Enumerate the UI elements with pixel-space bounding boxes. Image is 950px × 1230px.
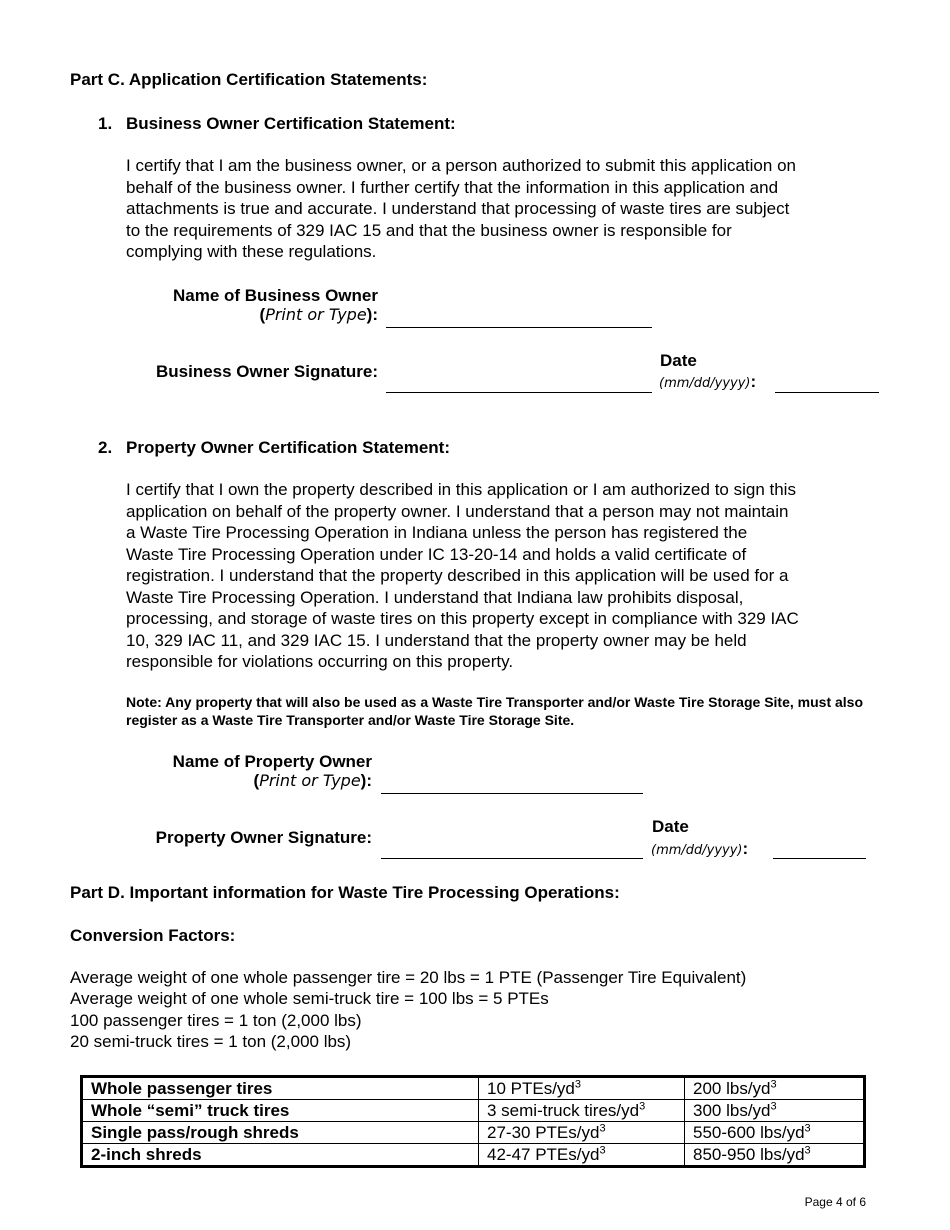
cubic-superscript: 3 [639, 1100, 646, 1113]
tire-type-cell: Whole passenger tires [82, 1077, 479, 1100]
business-owner-signature-label: Business Owner Signature: [156, 362, 378, 381]
weight-cell [685, 1144, 865, 1167]
part-c-title: Part C. Application Certification Statements: [70, 70, 428, 89]
tire-type-cell: Whole “semi” truck tires [82, 1100, 479, 1122]
section-1-number: 1. [98, 114, 113, 133]
tire-type-cell: Single pass/rough shreds [82, 1122, 479, 1144]
print-or-type-hint: Print or Type [259, 771, 361, 790]
volume-count-value: 3 semi-truck tires/yd [487, 1101, 640, 1120]
conversion-table [80, 1075, 866, 1168]
property-owner-signature-label: Property Owner Signature: [155, 828, 372, 847]
business-date-format-label: (mm/dd/yyyy): [659, 372, 757, 391]
weight-cell [685, 1100, 865, 1122]
property-owner-print-type-label: (Print or Type): [253, 771, 372, 790]
volume-count-value: 10 PTEs/yd [487, 1079, 575, 1098]
weight-value: 850-950 lbs/yd [693, 1145, 805, 1164]
table-row [82, 1144, 865, 1167]
business-owner-print-type-label: (Print or Type): [259, 305, 378, 324]
conversion-line: Average weight of one whole passenger tire = 20 lbs = 1 PTE (Passenger Tire Equivalent) [70, 968, 747, 987]
cubic-superscript: 3 [770, 1078, 777, 1091]
page-number: Page 4 of 6 [804, 1195, 866, 1209]
business-owner-statement: I certify that I am the business owner, or a person authorized to submit this application on behalf of the business owner. I further certify that the information in this application and attachments is true and accurate. I understand that processing of waste tires are subject to the requirements of 329 IAC 15 and that the business owner is responsible for complying with these regulations. [126, 156, 796, 261]
table-row [82, 1100, 865, 1122]
part-d-title: Part D. Important information for Waste Tire Processing Operations: [70, 883, 620, 902]
cubic-superscript: 3 [599, 1122, 606, 1135]
cubic-superscript: 3 [574, 1078, 581, 1091]
table-row [82, 1077, 865, 1100]
weight-cell [685, 1077, 865, 1100]
date-format-hint: (mm/dd/yyyy) [651, 843, 743, 858]
business-date-field[interactable] [775, 392, 879, 393]
conversion-line: 20 semi-truck tires = 1 ton (2,000 lbs) [70, 1032, 352, 1051]
property-date-field[interactable] [773, 858, 866, 859]
conversion-line: 100 passenger tires = 1 ton (2,000 lbs) [70, 1011, 362, 1030]
volume-count-cell [479, 1144, 685, 1167]
weight-value: 200 lbs/yd [693, 1079, 771, 1098]
date-format-hint: (mm/dd/yyyy) [659, 376, 751, 391]
cubic-superscript: 3 [599, 1144, 606, 1157]
property-date-label: Date [652, 817, 689, 836]
volume-count-value: 42-47 PTEs/yd [487, 1145, 600, 1164]
business-owner-name-label: Name of Business Owner [172, 286, 378, 305]
weight-value: 550-600 lbs/yd [693, 1123, 805, 1142]
conversion-line: Average weight of one whole semi-truck tire = 100 lbs = 5 PTEs [70, 989, 549, 1008]
cubic-superscript: 3 [804, 1122, 811, 1135]
property-owner-name-field[interactable] [381, 793, 643, 794]
business-date-label: Date [660, 351, 697, 370]
property-owner-heading: Property Owner Certification Statement: [126, 438, 451, 457]
table-row [82, 1122, 865, 1144]
volume-count-cell [479, 1100, 685, 1122]
business-owner-signature-field[interactable] [386, 392, 652, 393]
property-date-format-label: (mm/dd/yyyy): [651, 839, 749, 858]
conversion-factors-heading: Conversion Factors: [70, 926, 236, 945]
business-owner-name-field[interactable] [386, 327, 652, 328]
volume-count-cell [479, 1122, 685, 1144]
property-owner-name-label: Name of Property Owner [172, 752, 372, 771]
volume-count-cell [479, 1077, 685, 1100]
cubic-superscript: 3 [804, 1144, 811, 1157]
business-owner-heading: Business Owner Certification Statement: [126, 114, 456, 133]
property-owner-signature-field[interactable] [381, 858, 643, 859]
volume-count-value: 27-30 PTEs/yd [487, 1123, 600, 1142]
cubic-superscript: 3 [770, 1100, 777, 1113]
property-owner-statement: I certify that I own the property described in this application or I am authorized to sign this application on behalf of the property owner. I understand that a person may not maintain a Waste Tire Processing Operation in Indiana unless the person has registered the Waste Tire Processing Operation under IC 13-20-14 and holds a valid certificate of registration. I understand that the property described in this application will be used for a Waste Tire Processing Operation. I understand that Indiana law prohibits disposal, processing, and storage of waste tires on this property except in compliance with 329 IAC 10, 329 IAC 11, and 329 IAC 15. I understand that the property owner may be held responsible for violations occurring on this property. [126, 480, 799, 671]
weight-cell [685, 1122, 865, 1144]
property-note: Note: Any property that will also be used as a Waste Tire Transporter and/or Waste Tire Storage Site, must also register as a Waste Tire Transporter and/or Waste Tire Storage Site. [126, 694, 864, 728]
print-or-type-hint: Print or Type [265, 305, 367, 324]
weight-value: 300 lbs/yd [693, 1101, 771, 1120]
section-2-number: 2. [98, 438, 113, 457]
tire-type-cell: 2-inch shreds [82, 1144, 479, 1167]
